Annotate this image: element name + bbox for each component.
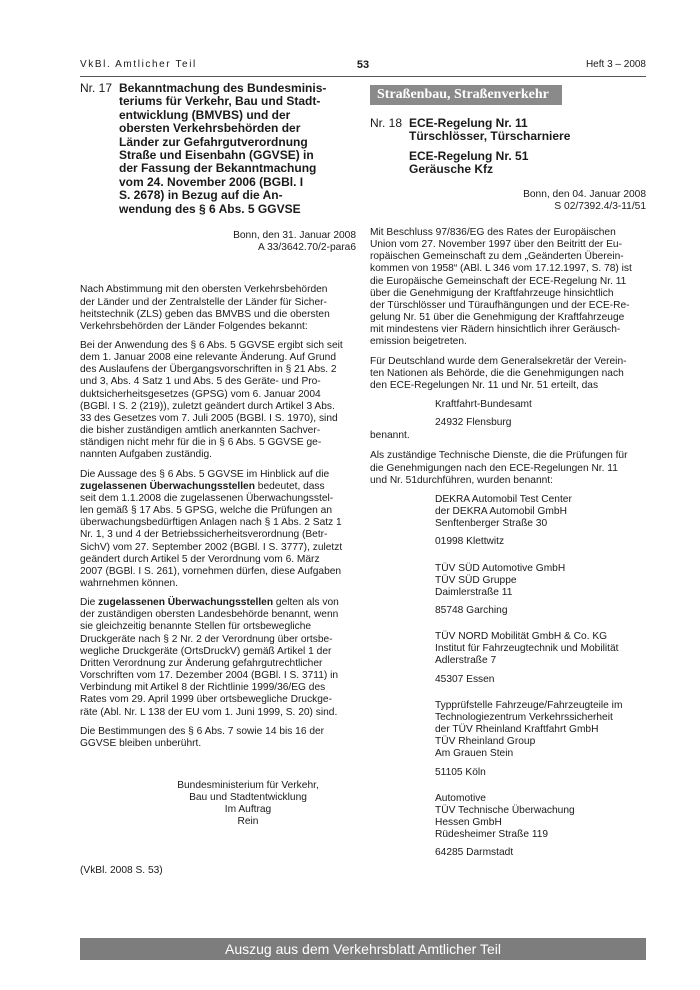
title-line: teriums für Verkehr, Bau und Stadt- <box>119 94 321 109</box>
title-line: obersten Verkehrsbehörden der <box>119 121 301 136</box>
title-line: wendung des § 6 Abs. 5 GGVSE <box>119 201 301 216</box>
paragraph: Die Aussage des § 6 Abs. 5 GGVSE im Hinblick auf die zugelassenen Überwachungsstellen bedeutet, dass seit dem 1.1.2008 die zugelassenen Überwachungsstel- len gemäß § 17 Abs. 5 GPSG, welche die Prüfungen an überwachungsbedürftigen Anlagen nach § 1 Abs. 2 Satz 1 Nr. 1, 3 und 4 der Betriebssicherheitsverordnung (Betr- SichV) vom 27. September 2002 (BGBl. I S. 3777), zuletzt geändert durch Artikel 5 der Verordnung vom 6. März 2007 (BGBl. I S. 261), vornehmen dürfen, diese Aufgaben wahrnehmen können. <box>80 468 343 589</box>
title-line: Länder zur Gefahrgutverordnung <box>119 134 308 149</box>
footer-banner: Auszug aus dem Verkehrsblatt Amtlicher Teil <box>80 938 646 960</box>
article-heading <box>80 82 356 216</box>
service-address: DEKRA Automobil Test Center der DEKRA Automobil GmbH Senftenberger Straße 30 01998 Klettwitz <box>435 493 572 548</box>
article-title: ECE-Regelung Nr. 11 Türschlösser, Türscharniere ECE-Regelung Nr. 51 Geräusche Kfz <box>409 116 571 177</box>
article-heading <box>370 117 646 177</box>
left-column <box>80 82 356 877</box>
journal-name: VkBl. Amtlicher Teil <box>80 59 197 70</box>
header-rule <box>80 76 646 77</box>
paragraph: Nach Abstimmung mit den obersten Verkehrsbehörden der Länder und der Zentralstelle der Länder für Sicher- heitstechnik (ZLS) geben das BMVBS und die obersten Verkehrsbehörden der Länder Folgendes bekannt: <box>80 284 330 332</box>
date-reference <box>80 230 356 254</box>
issue-label: Heft 3 – 2008 <box>585 59 646 70</box>
paragraph: Für Deutschland wurde dem Generalsekretär der Verein- ten Nationen als Behörde, die die Genehmigungen nach den ECE-Regelungen Nr. 11 und Nr. 51 erteilt, das <box>370 355 627 391</box>
service-address: TÜV SÜD Automotive GmbH TÜV SÜD Gruppe Daimlerstraße 11 85748 Garching <box>435 562 566 616</box>
paragraph: Die zugelassenen Überwachungsstellen gelten als von der zuständigen obersten Landesbehörde benannt, wenn sie gleichzeitig benannte Stellen für ortsbewegliche Druckgeräte nach § 2 Nr. 2 der Verordnung über ortsbe- wegliche Druckgeräte (OrtsDruckV) gemäß Artikel 1 der Dritten Verordnung zur Änderung gefahrgutrechtlicher Vorschriften vom 17. Dezember 2004 (BGBl. I S. 3711) in Verbindung mit Artikel 8 der Richtlinie 1999/36/EG des Rates vom 29. April 1999 über ortsbewegliche Druckge- räte (Abl. Nr. L 138 der EU vom 1. Juni 1999, S. 20) sind. <box>80 597 339 718</box>
named-text: benannt. <box>370 430 410 442</box>
article-number: Nr. 18 <box>370 116 403 130</box>
citation: (VkBl. 2008 S. 53) <box>80 864 163 876</box>
paragraph: Die Bestimmungen des § 6 Abs. 7 sowie 14 bis 16 der GGVSE bleiben unberührt. <box>80 725 325 749</box>
right-column <box>370 82 646 860</box>
title-line: S. 2678) in Bezug auf die An- <box>119 188 283 203</box>
reference-number: S 02/7392.4/3-11/51 <box>554 200 646 212</box>
title-line: entwicklung (BMVBS) und der <box>119 107 291 122</box>
title-line: vom 24. November 2006 (BGBl. I <box>119 174 304 189</box>
title-line: der Fassung der Bekanntmachung <box>119 161 317 176</box>
reference-number: A 33/3642.70/2-para6 <box>258 242 356 254</box>
title-line: Bekanntmachung des Bundesminis- <box>119 81 327 95</box>
paragraph: Als zuständige Technische Dienste, die die Prüfungen für die Genehmigungen nach den ECE-Regelungen Nr. 11 und Nr. 51durchführen, wurden benannt: <box>370 450 628 486</box>
page-header <box>80 59 646 74</box>
authority-city: 24932 Flensburg <box>435 417 512 429</box>
place-date: Bonn, den 04. Januar 2008 <box>523 188 646 200</box>
date-reference <box>370 189 646 213</box>
place-date: Bonn, den 31. Januar 2008 <box>233 230 356 242</box>
page-number: 53 <box>356 59 370 71</box>
paragraph: Bei der Anwendung des § 6 Abs. 5 GGVSE ergibt sich seit dem 1. Januar 2008 eine relevante Änderung. Auf Grund des Auslaufens der Übergangsvorschriften in § 21 Abs. 2 und 3, Abs. 4 Satz 1 und Abs. 5 des Geräte- und Pro- duktsicherheitsgesetzes (GPSG) vom 6. Januar 2004 (BGBl. I S. 2 (219)), zuletzt geändert durch Artikel 3 Abs. 33 des Gesetzes vom 7. Juli 2005 (BGBl. I S. 1970), sind die bisher zuständigen amtlich anerkannten Sachver- ständigen nicht mehr für die in § 6 Abs. 5 GGVSE ge- nannten Aufgaben zuständig. <box>80 340 343 461</box>
service-address: Automotive TÜV Technische Überwachung Hessen GmbH Rüdesheimer Straße 119 64285 Darmstadt <box>435 792 575 859</box>
section-heading: Straßenbau, Straßenverkehr <box>370 85 562 105</box>
title-line: Straße und Eisenbahn (GGVSE) in <box>119 148 314 163</box>
article-title <box>119 82 326 216</box>
service-address: Typprüfstelle Fahrzeuge/Fahrzeugteile im Technologiezentrum Verkehrssicherheit der TÜV Rheinland Kraftfahrt GmbH TÜV Rheinland Group Am Grauen Stein 51105 Köln <box>435 699 623 778</box>
signature-block: Bundesministerium für Verkehr, Bau und Stadtentwicklung Im Auftrag Rein <box>177 780 319 828</box>
authority-name: Kraftfahrt-Bundesamt <box>435 398 532 410</box>
service-address: TÜV NORD Mobilität GmbH & Co. KG Institut für Fahrzeugtechnik und Mobilität Adlerstraße 7 45307 Essen <box>435 631 619 685</box>
article-number: Nr. 17 <box>80 81 113 95</box>
paragraph: Mit Beschluss 97/836/EG des Rates der Europäischen Union vom 27. November 1997 über den Beitritt der Eu- ropäischen Gemeinschaft zu dem „Geänderten Überein- kommen von 1958“ (ABl. L 346 vom 17.12.1997, S. 78) ist die Europäische Gemeinschaft der ECE-Regelung Nr. 11 über die Genehmigung der Kraftfahrzeuge hinsichtlich der Türschlösser und Türaufhängungen und der ECE-Re- gelung Nr. 51 über die Genehmigung der Kraftfahrzeuge mit mindestens vier Rädern hinsichtlich ihrer Geräusch- emission beigetreten. <box>370 226 632 348</box>
